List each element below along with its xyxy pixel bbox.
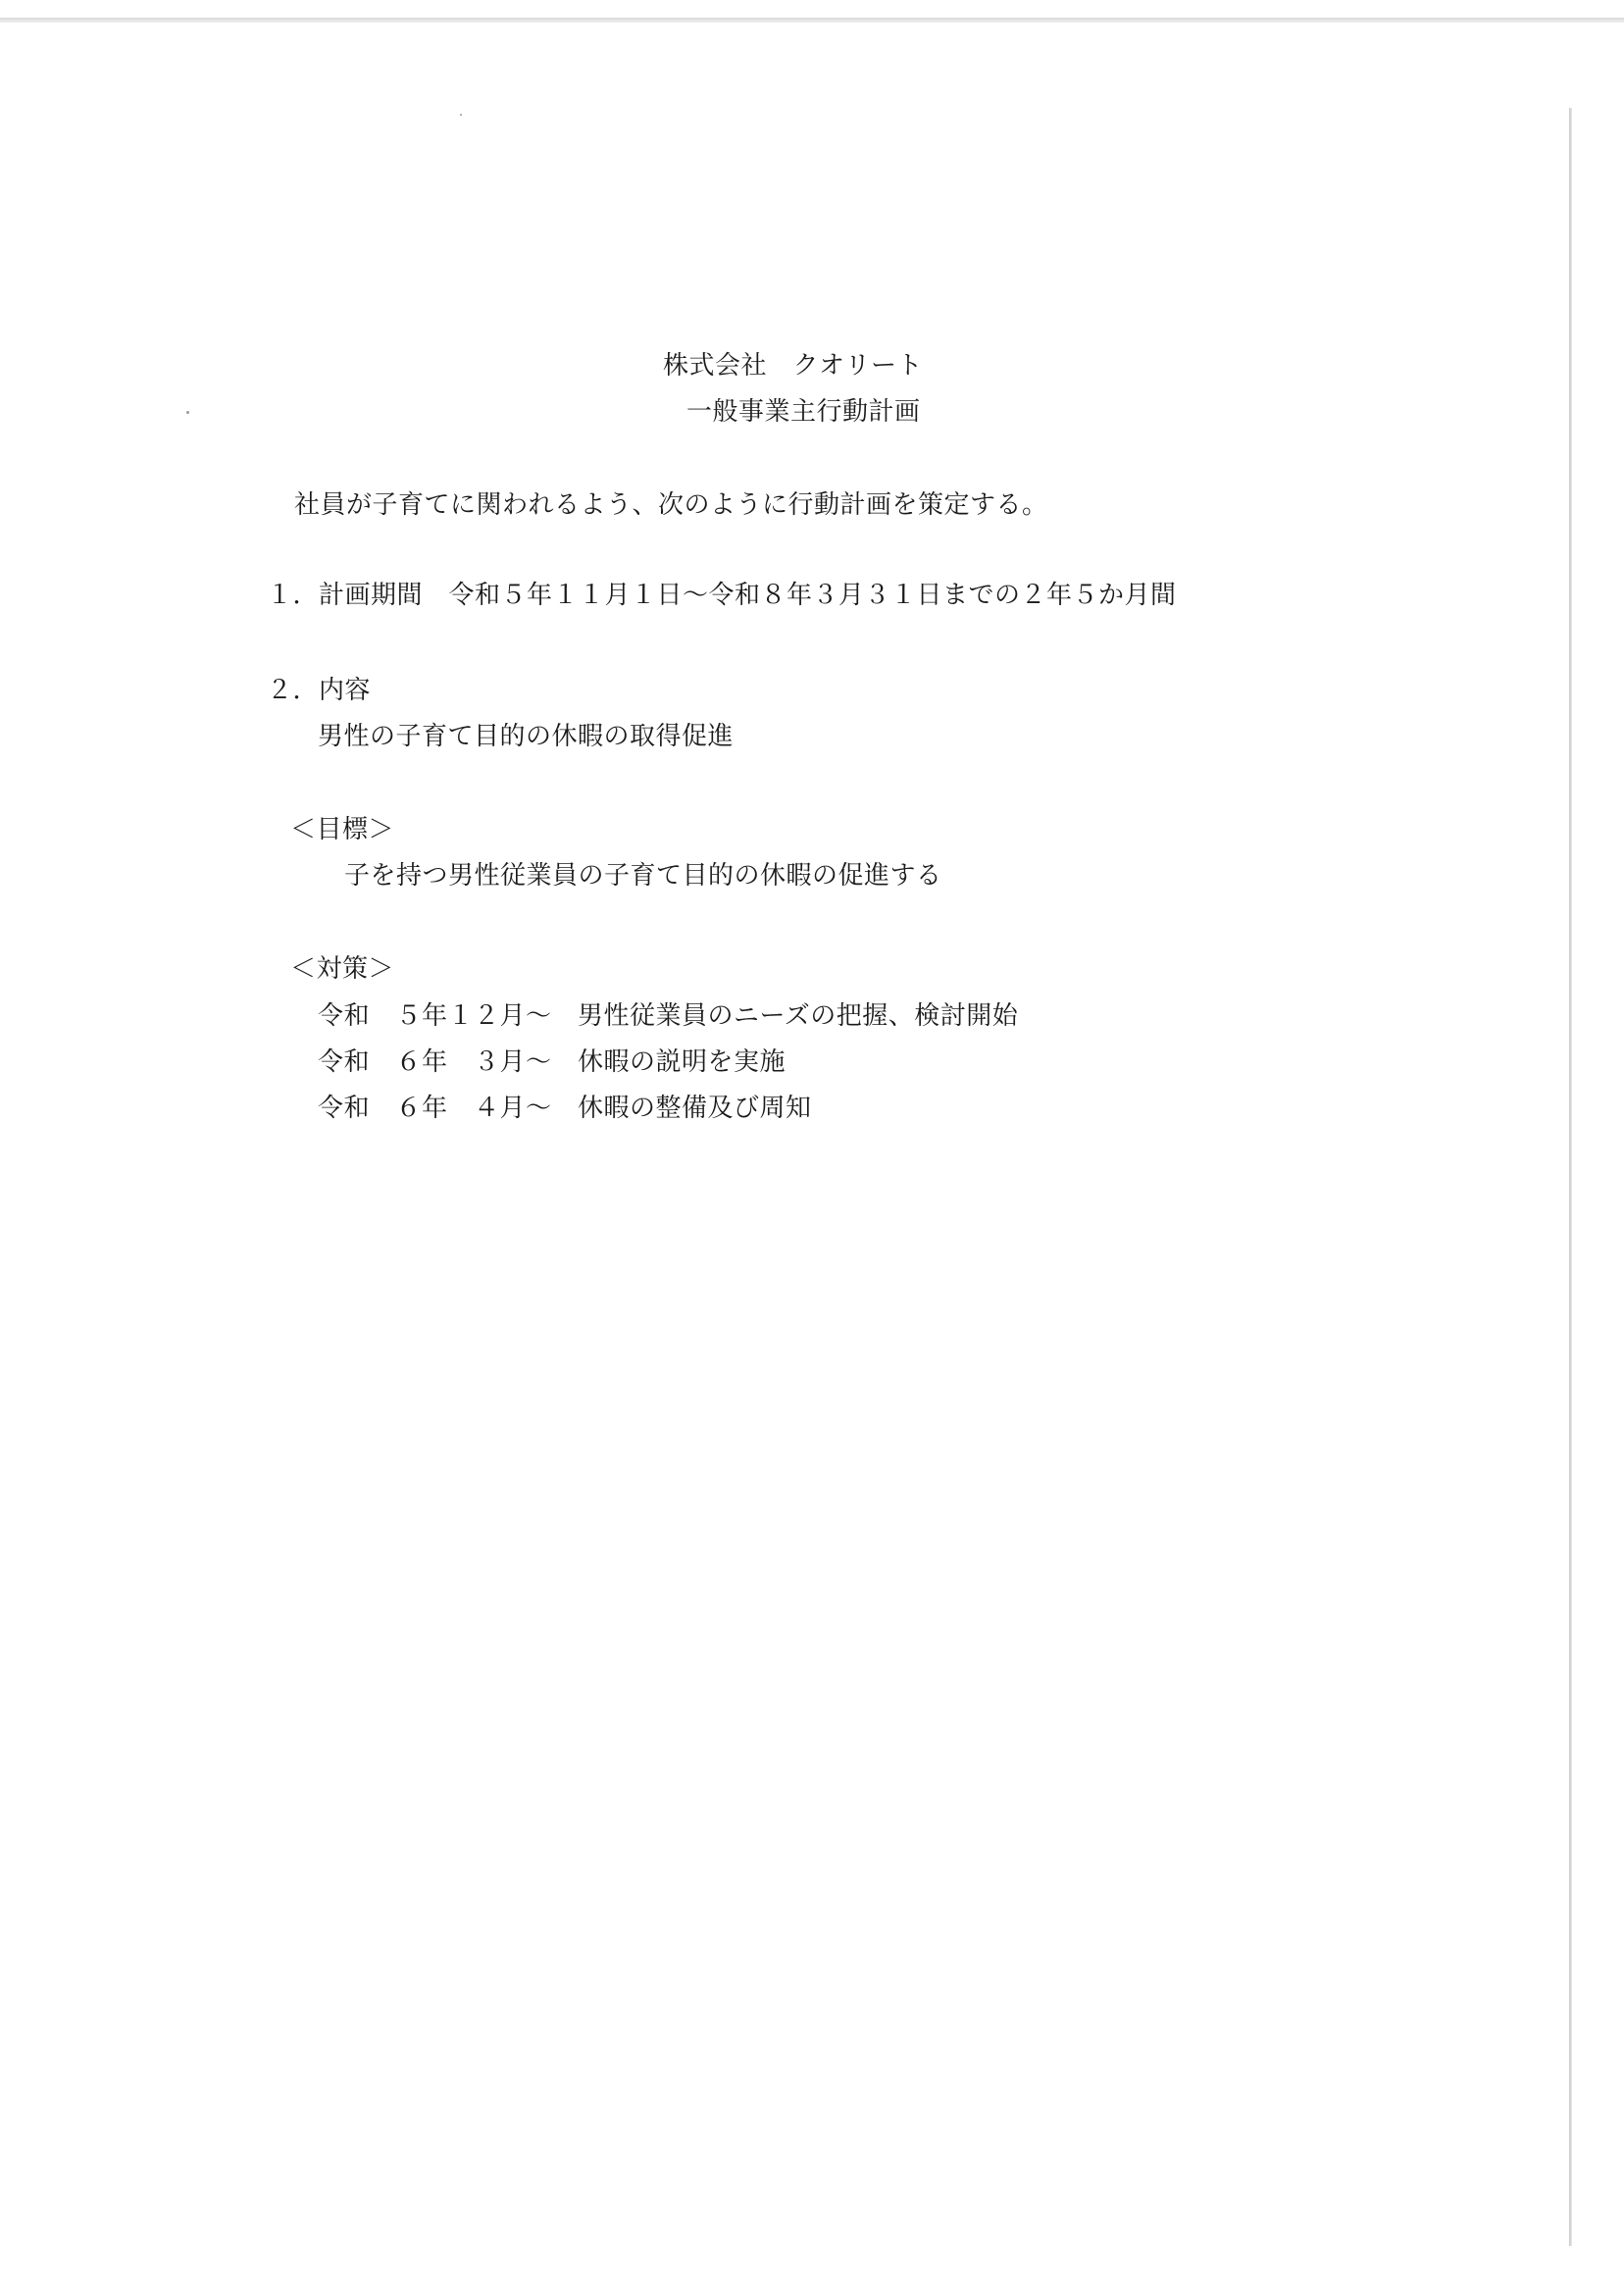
content-heading: ２．内容	[267, 676, 372, 705]
document-title: 一般事業主行動計画	[686, 397, 921, 427]
scan-speck	[460, 114, 462, 116]
scan-right-edge	[1569, 108, 1572, 2246]
goal-label: ＜目標＞	[290, 815, 395, 844]
goal-text: 子を持つ男性従業員の子育て目的の休暇の促進する	[344, 861, 942, 891]
company-name: 株式会社 クオリート	[663, 351, 924, 381]
measure-item: 令和 ５年１２月～ 男性従業員のニーズの把握、検討開始	[318, 1001, 1019, 1031]
measures-label: ＜対策＞	[290, 954, 395, 984]
measure-item: 令和 ６年 ３月～ 休暇の説明を実施	[318, 1047, 787, 1077]
intro-statement: 社員が子育てに関われるよう、次のように行動計画を策定する。	[294, 490, 1048, 520]
content-text: 男性の子育て目的の休暇の取得促進	[318, 722, 735, 751]
scan-top-edge	[0, 18, 1624, 23]
plan-period-heading: １．計画期間 令和５年１１月１日～令和８年３月３１日までの２年５か月間	[267, 581, 1177, 610]
measure-item: 令和 ６年 ４月～ 休暇の整備及び周知	[318, 1094, 812, 1123]
scan-speck	[186, 411, 189, 414]
